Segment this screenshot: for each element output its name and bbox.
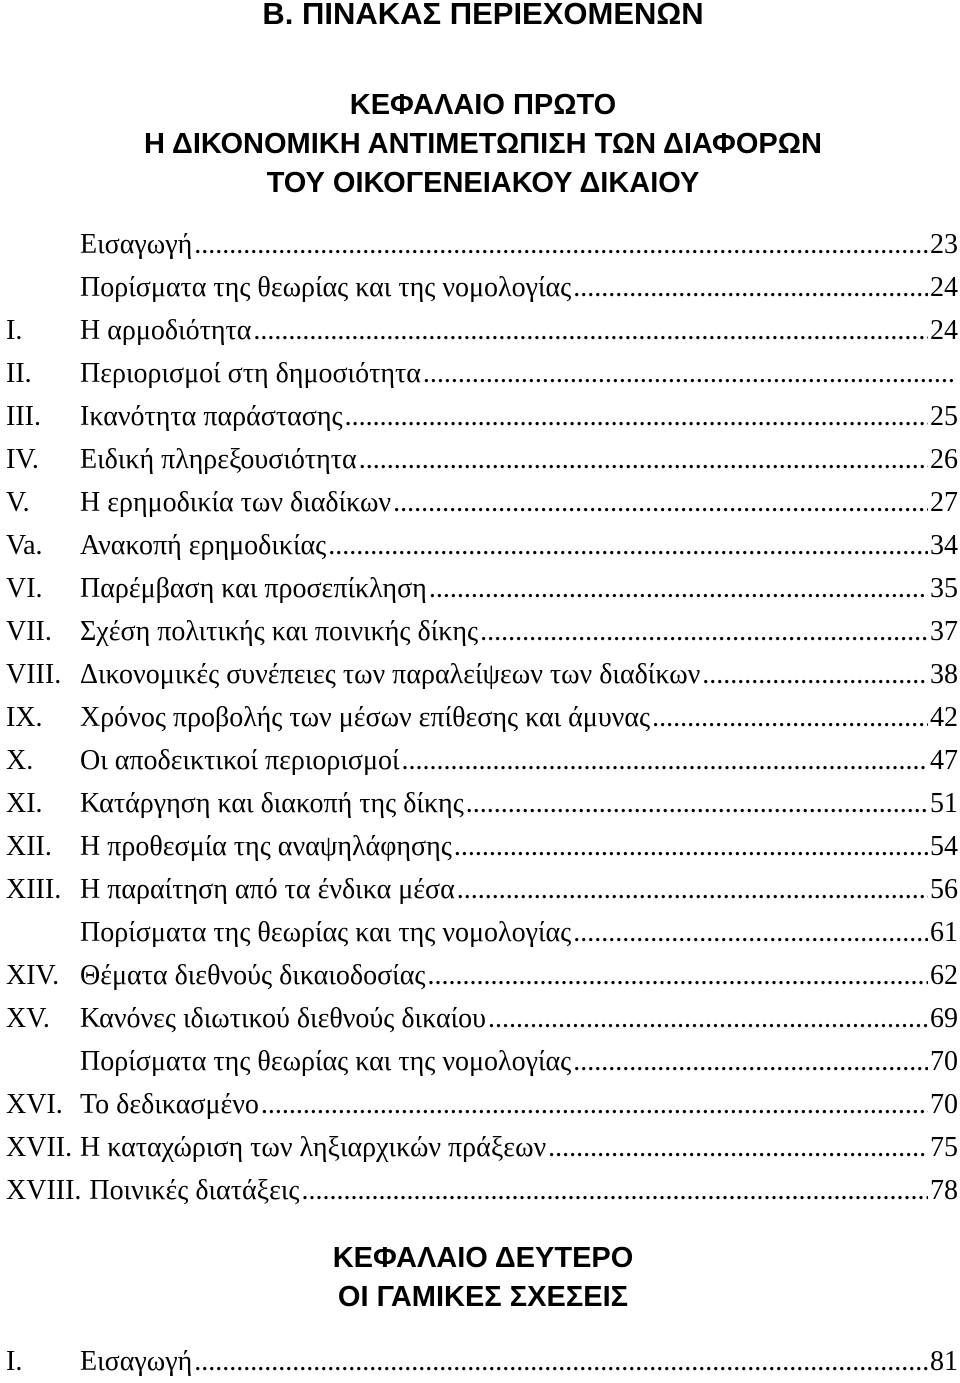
toc-entry-number: XIV. bbox=[6, 960, 60, 991]
toc-entry bbox=[6, 1040, 958, 1083]
toc-entry-page: 62 bbox=[930, 960, 958, 991]
toc-dot-leader bbox=[573, 1040, 928, 1083]
toc-dot-leader bbox=[466, 782, 928, 825]
chapter-1-heading bbox=[0, 86, 960, 203]
toc-entry-page: 38 bbox=[930, 659, 958, 690]
toc-entry-title: Παρέμβαση και προσεπίκληση bbox=[80, 573, 427, 604]
toc-entry-number: X. bbox=[6, 745, 34, 776]
toc-entry-title: Σχέση πολιτικής και ποινικής δίκης bbox=[80, 616, 479, 647]
toc-entry-title: Κατάργηση και διακοπή της δίκης bbox=[80, 788, 464, 819]
toc-entry-number: XVII. bbox=[6, 1132, 73, 1163]
chapter-2-heading bbox=[0, 1239, 960, 1317]
toc-entry-title: Εισαγωγή bbox=[80, 1346, 193, 1377]
toc-entry-page: 24 bbox=[930, 272, 958, 303]
toc-entry-title: Η ερημοδικία των διαδίκων bbox=[80, 487, 392, 518]
toc-entry-page: 61 bbox=[930, 917, 958, 948]
toc-entry-number: VI. bbox=[6, 573, 43, 604]
toc-entry bbox=[6, 1169, 958, 1212]
toc-entry-number: XII. bbox=[6, 831, 52, 862]
toc-dot-leader bbox=[573, 911, 928, 954]
toc-entry-title: Πορίσματα της θεωρίας και της νομολογίας bbox=[80, 272, 572, 303]
toc-entry-page: 24 bbox=[930, 315, 958, 346]
toc-entry bbox=[6, 266, 958, 309]
toc-entry-title: Οι αποδεικτικοί περιορισμοί bbox=[80, 745, 400, 776]
toc-entry bbox=[6, 696, 958, 739]
page-title: Β. ΠΙΝΑΚΑΣ ΠΕΡΙΕΧΟΜΕΝΩΝ bbox=[262, 0, 704, 31]
toc-entry-number: Va. bbox=[6, 530, 43, 561]
toc-dot-leader bbox=[548, 1126, 928, 1169]
toc-entry-title: Ικανότητα παράστασης bbox=[80, 401, 343, 432]
toc-entry bbox=[6, 352, 958, 395]
toc-entry-title: Κανόνες ιδιωτικού διεθνούς δικαίου bbox=[80, 1003, 487, 1034]
toc-entry-title: Η καταχώριση των ληξιαρχικών πράξεων bbox=[80, 1132, 547, 1163]
toc-entry-page: 26 bbox=[930, 444, 958, 475]
toc-entry bbox=[6, 911, 958, 954]
toc-dot-leader bbox=[427, 954, 928, 997]
toc-entry bbox=[6, 223, 958, 266]
toc-entry-number: IV. bbox=[6, 444, 39, 475]
toc-entry-number: XV. bbox=[6, 1003, 50, 1034]
toc-entry-page: 51 bbox=[930, 788, 958, 819]
toc-dot-leader bbox=[253, 309, 928, 352]
toc-entry bbox=[6, 309, 958, 352]
toc-dot-leader bbox=[480, 610, 928, 653]
toc-dot-leader bbox=[393, 481, 928, 524]
toc-entry-title: Θέματα διεθνούς δικαιοδοσίας bbox=[80, 960, 426, 991]
toc-entry-title: Η παραίτηση από τα ένδικα μέσα bbox=[80, 874, 455, 905]
toc-dot-leader bbox=[573, 266, 928, 309]
toc-dot-leader bbox=[402, 739, 928, 782]
toc-entry-title: Πορίσματα της θεωρίας και της νομολογίας bbox=[80, 917, 572, 948]
chapter-heading-line: ΚΕΦΑΛΑΙΟ ΔΕΥΤΕΡΟ bbox=[332, 1242, 634, 1274]
toc-entry-page: 27 bbox=[930, 487, 958, 518]
toc-entry-page: 37 bbox=[930, 616, 958, 647]
toc-dot-leader bbox=[488, 997, 928, 1040]
toc-entry-title: Χρόνος προβολής των μέσων επίθεσης και άμυνας bbox=[80, 702, 651, 733]
toc-entry-title: Πορίσματα της θεωρίας και της νομολογίας bbox=[80, 1046, 572, 1077]
toc-entry-title: Η προθεσμία της αναψηλάφησης bbox=[80, 831, 452, 862]
chapter-heading-line: Η ΔΙΚΟΝΟΜΙΚΗ ΑΝΤΙΜΕΤΩΠΙΣΗ ΤΩΝ ΔΙΑΦΟΡΩΝ bbox=[144, 128, 822, 160]
toc-entry bbox=[6, 782, 958, 825]
toc-entry bbox=[6, 739, 958, 782]
toc-entry-page: 35 bbox=[930, 573, 958, 604]
toc-entry-page: 56 bbox=[930, 874, 958, 905]
toc-entry-title: Η αρμοδιότητα bbox=[80, 315, 252, 346]
toc-entry bbox=[6, 438, 958, 481]
toc-entry-title: Ποινικές διατάξεις bbox=[89, 1175, 300, 1206]
toc-entry-title: Εισαγωγή bbox=[80, 229, 193, 260]
toc-entry bbox=[6, 610, 958, 653]
chapter-heading-line: ΟΙ ΓΑΜΙΚΕΣ ΣΧΕΣΕΙΣ bbox=[337, 1281, 629, 1313]
toc-entry-title: Δικονομικές συνέπειες των παραλείψεων των διαδίκων bbox=[80, 659, 701, 690]
toc-entry bbox=[6, 395, 958, 438]
toc-entry-number: XIII. bbox=[6, 874, 62, 905]
toc-dot-leader bbox=[454, 825, 928, 868]
toc-entry bbox=[6, 997, 958, 1040]
toc-entry bbox=[6, 567, 958, 610]
toc-dot-leader bbox=[359, 438, 928, 481]
toc-entry-number: V. bbox=[6, 487, 30, 518]
toc-entry bbox=[6, 481, 958, 524]
toc-entry-number: VIII. bbox=[6, 659, 62, 690]
toc-dot-leader bbox=[702, 653, 928, 696]
chapter-1-toc bbox=[6, 223, 958, 1212]
toc-dot-leader bbox=[194, 1340, 928, 1383]
toc-entry-page: 47 bbox=[930, 745, 958, 776]
toc-entry-title: Περιορισμοί στη δημοσιότητα bbox=[80, 358, 421, 389]
toc-dot-leader bbox=[302, 1169, 928, 1212]
toc-entry bbox=[6, 868, 958, 911]
toc-entry-title: Ειδική πληρεξουσιότητα bbox=[80, 444, 357, 475]
toc-dot-leader bbox=[429, 567, 928, 610]
toc-dot-leader bbox=[345, 395, 928, 438]
toc-entry-title: Ανακοπή ερημοδικίας bbox=[80, 530, 327, 561]
toc-entry bbox=[6, 653, 958, 696]
toc-entry bbox=[6, 1083, 958, 1126]
toc-entry bbox=[6, 825, 958, 868]
toc-entry-number: VII. bbox=[6, 616, 52, 647]
chapter-2-toc bbox=[6, 1340, 958, 1383]
toc-dot-leader bbox=[261, 1083, 928, 1126]
toc-entry-number: XVIII. bbox=[6, 1175, 82, 1206]
toc-entry-title: Το δεδικασμένο bbox=[80, 1089, 259, 1120]
toc-entry-number: IX. bbox=[6, 702, 43, 733]
chapter-heading-line: ΤΟΥ ΟΙΚΟΓΕΝΕΙΑΚΟΥ ΔΙΚΑΙΟΥ bbox=[266, 167, 700, 199]
toc-dot-leader bbox=[423, 352, 956, 395]
toc-entry-number: II. bbox=[6, 358, 32, 389]
toc-entry bbox=[6, 954, 958, 997]
toc-entry-page: 25 bbox=[930, 401, 958, 432]
toc-entry-number: I. bbox=[6, 315, 23, 346]
toc-entry-number: XI. bbox=[6, 788, 43, 819]
toc-entry-page: 54 bbox=[930, 831, 958, 862]
toc-dot-leader bbox=[457, 868, 928, 911]
toc-entry-page: 69 bbox=[930, 1003, 958, 1034]
toc-entry-page: 75 bbox=[930, 1132, 958, 1163]
toc-entry-page: 42 bbox=[930, 702, 958, 733]
toc-entry-number: XVI. bbox=[6, 1089, 63, 1120]
toc-entry-number: III. bbox=[6, 401, 41, 432]
toc-entry-page: 70 bbox=[930, 1089, 958, 1120]
toc-dot-leader bbox=[328, 524, 928, 567]
toc-entry bbox=[6, 524, 958, 567]
toc-entry-page: 81 bbox=[930, 1346, 958, 1377]
chapter-heading-line: ΚΕΦΑΛΑΙΟ ΠΡΩΤΟ bbox=[349, 89, 617, 121]
toc-dot-leader bbox=[652, 696, 928, 739]
toc-entry-page: 23 bbox=[930, 229, 958, 260]
toc-entry-page: 34 bbox=[930, 530, 958, 561]
toc-entry bbox=[6, 1340, 958, 1383]
toc-dot-leader bbox=[194, 223, 928, 266]
toc-entry-page: 70 bbox=[930, 1046, 958, 1077]
toc-entry-number: I. bbox=[6, 1346, 23, 1377]
toc-entry-page: 78 bbox=[930, 1175, 958, 1206]
toc-entry bbox=[6, 1126, 958, 1169]
